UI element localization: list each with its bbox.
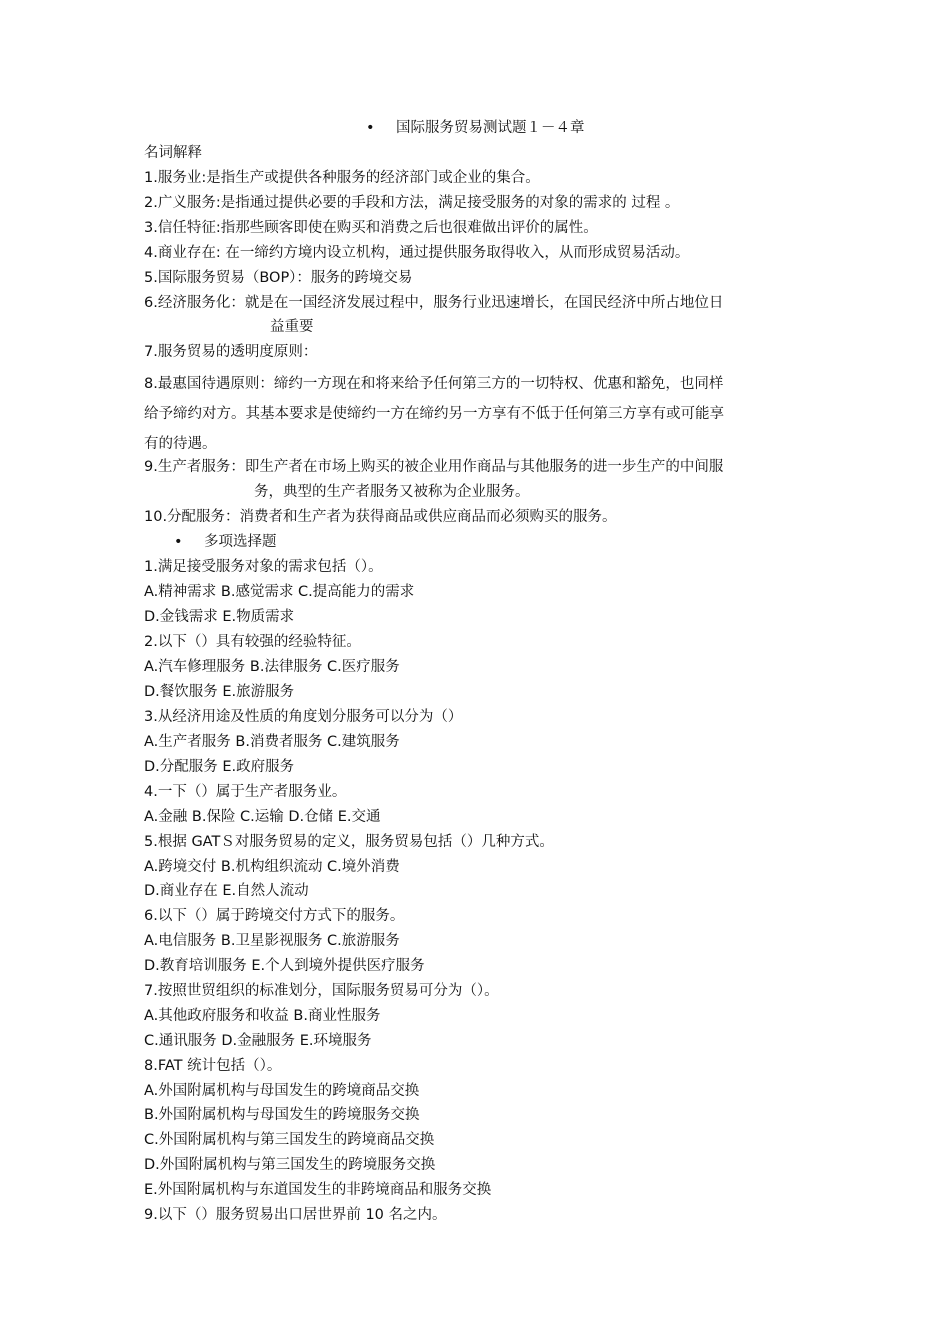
question-line: 5.根据 GATＳ对服务贸易的定义，服务贸易包括（）几种方式。 (144, 834, 554, 850)
definition-line: 1.服务业:是指生产或提供各种服务的经济部门或企业的集合。 (144, 170, 540, 186)
option-line: D.金钱需求 E.物质需求 (144, 609, 295, 625)
definition-line: 6.经济服务化：就是在一国经济发展过程中，服务行业迅速增长，在国民经济中所占地位日 (144, 295, 724, 311)
doc-title-line (366, 118, 585, 138)
question-line: 7.按照世贸组织的标准划分，国际服务贸易可分为（）。 (144, 983, 499, 999)
definition-line: 3.信任特征:指那些顾客即使在购买和消费之后也很难做出评价的属性。 (144, 220, 598, 236)
definition-line: 10.分配服务：消费者和生产者为获得商品或供应商品而必须购买的服务。 (144, 509, 617, 525)
doc-title: 国际服务贸易测试题１－４章 (396, 120, 585, 136)
option-line: A.汽车修理服务 B.法律服务 C.医疗服务 (144, 659, 400, 675)
option-line: A.精神需求 B.感觉需求 C.提高能力的需求 (144, 584, 415, 600)
option-line: C.通讯服务 D.金融服务 E.环境服务 (144, 1033, 372, 1049)
definition-line: 7.服务贸易的透明度原则： (144, 344, 318, 360)
option-line: A.生产者服务 B.消费者服务 C.建筑服务 (144, 734, 400, 750)
section-heading-multiple-choice-line (174, 532, 277, 552)
definition-line-continued: 益重要 (270, 319, 314, 335)
option-line: A.金融 B.保险 C.运输 D.仓储 E.交通 (144, 809, 381, 825)
option-line: A.其他政府服务和收益 B.商业性服务 (144, 1008, 381, 1024)
option-line: E.外国附属机构与东道国发生的非跨境商品和服务交换 (144, 1182, 492, 1198)
option-line: A.跨境交付 B.机构组织流动 C.境外消费 (144, 859, 400, 875)
question-line: 8.FAT 统计包括（）。 (144, 1058, 282, 1074)
question-line: 1.满足接受服务对象的需求包括（）。 (144, 559, 383, 575)
definition-line: 给予缔约对方。其基本要求是使缔约一方在缔约另一方享有不低于任何第三方享有或可能享 (144, 406, 724, 422)
option-line: A.外国附属机构与母国发生的跨境商品交换 (144, 1083, 420, 1099)
option-line: D.餐饮服务 E.旅游服务 (144, 684, 295, 700)
option-line: B.外国附属机构与母国发生的跨境服务交换 (144, 1107, 420, 1123)
question-line: 6.以下（）属于跨境交付方式下的服务。 (144, 908, 405, 924)
section-heading-multiple-choice: 多项选择题 (204, 534, 277, 550)
question-line: 4.一下（）属于生产者服务业。 (144, 784, 347, 800)
definition-line-continued: 务，典型的生产者服务又被称为企业服务。 (254, 484, 530, 500)
option-line: D.教育培训服务 E.个人到境外提供医疗服务 (144, 958, 425, 974)
option-line: D.商业存在 E.自然人流动 (144, 883, 309, 899)
definition-line: 4.商业存在: 在一缔约方境内设立机构，通过提供服务取得收入，从而形成贸易活动。 (144, 245, 690, 261)
section-heading-definitions: 名词解释 (144, 145, 202, 161)
question-line: 3.从经济用途及性质的角度划分服务可以分为（） (144, 709, 463, 725)
option-line: D.外国附属机构与第三国发生的跨境服务交换 (144, 1157, 436, 1173)
definition-line: 5.国际服务贸易（BOP）：服务的跨境交易 (144, 270, 413, 286)
definition-line: 有的待遇。 (144, 436, 217, 452)
option-line: C.外国附属机构与第三国发生的跨境商品交换 (144, 1132, 435, 1148)
definition-line: 2.广义服务:是指通过提供必要的手段和方法，满足接受服务的对象的需求的 过程 。 (144, 195, 680, 211)
definition-line: 8.最惠国待遇原则：缔约一方现在和将来给予任何第三方的一切特权、优惠和豁免，也同样 (144, 376, 724, 392)
question-line: 2.以下（）具有较强的经验特征。 (144, 634, 361, 650)
option-line: A.电信服务 B.卫星影视服务 C.旅游服务 (144, 933, 400, 949)
question-line: 9.以下（）服务贸易出口居世界前 10 名之内。 (144, 1207, 447, 1223)
option-line: D.分配服务 E.政府服务 (144, 759, 295, 775)
definition-line: 9.生产者服务：即生产者在市场上购买的被企业用作商品与其他服务的进一步生产的中间服 (144, 459, 724, 475)
bullet-icon: • (174, 534, 183, 550)
bullet-icon: • (366, 120, 375, 136)
